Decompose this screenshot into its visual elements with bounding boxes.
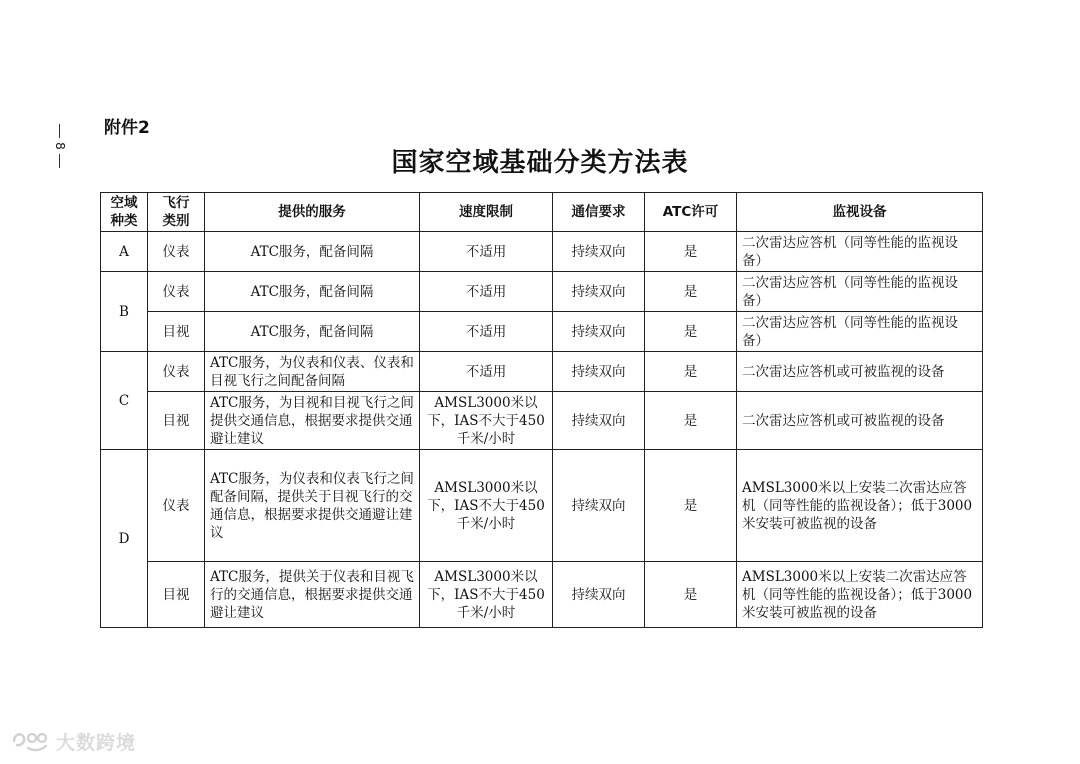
- watermark-text: 大数跨境: [56, 731, 137, 754]
- service-cell: ATC服务，提供关于仪表和目视飞行的交通信息，根据要求提供交通避让建议: [205, 562, 420, 628]
- table-row: [101, 392, 983, 450]
- airspace-class-cell: B: [101, 272, 148, 352]
- surveillance-cell: 二次雷达应答机（同等性能的监视设备）: [737, 312, 983, 352]
- communication-cell: 持续双向: [553, 312, 645, 352]
- page-marker-dash-top: [59, 124, 60, 138]
- service-cell: ATC服务，配备间隔: [205, 232, 420, 272]
- speed-cell: 不适用: [420, 312, 553, 352]
- flight-category-cell: 仪表: [148, 232, 205, 272]
- communication-cell: 持续双向: [553, 232, 645, 272]
- airspace-classification-table: [100, 192, 983, 628]
- atc-cell: 是: [645, 352, 737, 392]
- flight-category-cell: 目视: [148, 562, 205, 628]
- speed-cell: 不适用: [420, 352, 553, 392]
- header-service: 提供的服务: [205, 193, 420, 232]
- atc-cell: 是: [645, 392, 737, 450]
- atc-cell: 是: [645, 232, 737, 272]
- flight-category-cell: 目视: [148, 312, 205, 352]
- speed-cell: AMSL3000米以下，IAS不大于450千米/小时: [420, 562, 553, 628]
- communication-cell: 持续双向: [553, 562, 645, 628]
- watermark: [10, 728, 136, 754]
- table-row: [101, 312, 983, 352]
- table-row: [101, 562, 983, 628]
- surveillance-cell: AMSL3000米以上安装二次雷达应答机（同等性能的监视设备）；低于3000米安装可被监视的设备: [737, 562, 983, 628]
- document-title: 国家空域基础分类方法表: [391, 148, 689, 178]
- surveillance-cell: 二次雷达应答机（同等性能的监视设备）: [737, 232, 983, 272]
- speed-cell: AMSL3000米以下，IAS不大于450千米/小时: [420, 450, 553, 562]
- airspace-class-cell: A: [101, 232, 148, 272]
- atc-cell: 是: [645, 450, 737, 562]
- surveillance-cell: AMSL3000米以上安装二次雷达应答机（同等性能的监视设备）；低于3000米安装可被监视的设备: [737, 450, 983, 562]
- table-row: [101, 272, 983, 312]
- page-number: 8: [53, 142, 67, 150]
- header-speed-limit: 速度限制: [420, 193, 553, 232]
- attachment-label: 附件2: [104, 118, 150, 138]
- communication-cell: 持续双向: [553, 450, 645, 562]
- header-communication: 通信要求: [553, 193, 645, 232]
- header-airspace-class: 空域 种类: [101, 193, 148, 232]
- atc-cell: 是: [645, 312, 737, 352]
- service-cell: ATC服务，为目视和目视飞行之间提供交通信息，根据要求提供交通避让建议: [205, 392, 420, 450]
- atc-cell: 是: [645, 562, 737, 628]
- brand-logo-icon: [10, 729, 50, 753]
- table-row: [101, 232, 983, 272]
- table-row: [101, 352, 983, 392]
- communication-cell: 持续双向: [553, 352, 645, 392]
- atc-cell: 是: [645, 272, 737, 312]
- service-cell: ATC服务，为仪表和仪表飞行之间配备间隔，提供关于目视飞行的交通信息，根据要求提供交通避让建议: [205, 450, 420, 562]
- speed-cell: AMSL3000米以下，IAS不大于450千米/小时: [420, 392, 553, 450]
- table-row: [101, 450, 983, 562]
- flight-category-cell: 目视: [148, 392, 205, 450]
- header-atc-clearance: ATC许可: [645, 193, 737, 232]
- header-flight-category: 飞行 类别: [148, 193, 205, 232]
- airspace-class-cell: C: [101, 352, 148, 450]
- speed-cell: 不适用: [420, 272, 553, 312]
- table-header-row: [101, 193, 983, 232]
- flight-category-cell: 仪表: [148, 450, 205, 562]
- airspace-class-cell: D: [101, 450, 148, 628]
- header-surveillance: 监视设备: [737, 193, 983, 232]
- service-cell: ATC服务，为仪表和仪表、仪表和目视飞行之间配备间隔: [205, 352, 420, 392]
- flight-category-cell: 仪表: [148, 352, 205, 392]
- surveillance-cell: 二次雷达应答机（同等性能的监视设备）: [737, 272, 983, 312]
- service-cell: ATC服务，配备间隔: [205, 312, 420, 352]
- communication-cell: 持续双向: [553, 272, 645, 312]
- surveillance-cell: 二次雷达应答机或可被监视的设备: [737, 392, 983, 450]
- speed-cell: 不适用: [420, 232, 553, 272]
- flight-category-cell: 仪表: [148, 272, 205, 312]
- service-cell: ATC服务，配备间隔: [205, 272, 420, 312]
- surveillance-cell: 二次雷达应答机或可被监视的设备: [737, 352, 983, 392]
- communication-cell: 持续双向: [553, 392, 645, 450]
